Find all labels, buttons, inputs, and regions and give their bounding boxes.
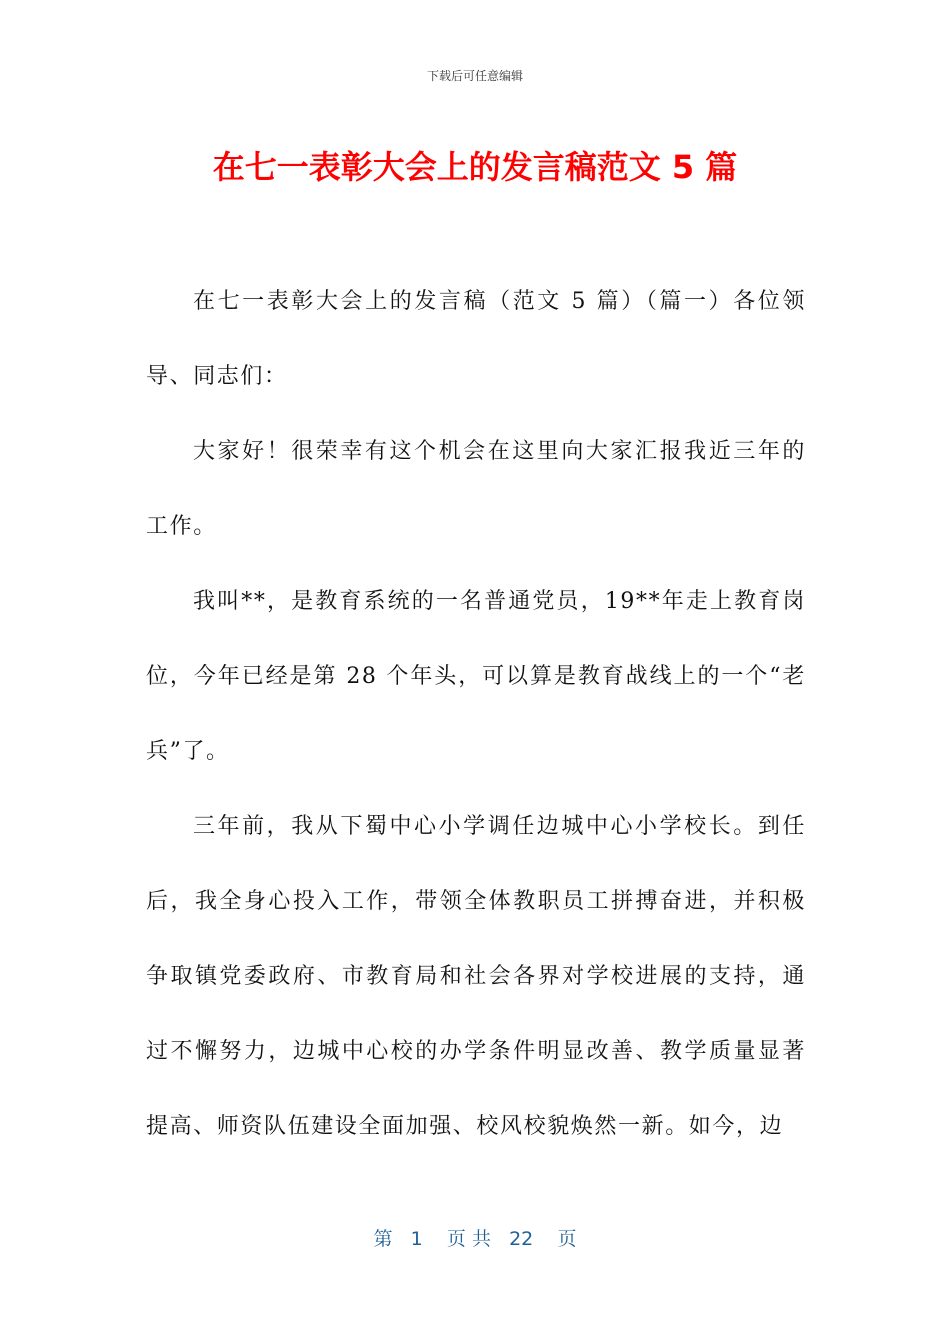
- page-prefix: 第: [373, 1228, 393, 1250]
- page-suffix: 页: [557, 1228, 577, 1250]
- page-total: 22: [509, 1228, 534, 1250]
- document-title: 在七一表彰大会上的发言稿范文 5 篇: [212, 148, 738, 186]
- paragraph: 我叫**，是教育系统的一名普通党员，19**年走上教育岗位，今年已经是第 28 个年头，可以算是教育战线上的一个“老兵”了。: [146, 589, 806, 764]
- page-current: 1: [410, 1228, 423, 1250]
- page-footer: [0, 1224, 950, 1251]
- paragraph: 大家好！很荣幸有这个机会在这里向大家汇报我近三年的工作。: [146, 439, 806, 539]
- page-middle: 页 共: [446, 1228, 491, 1250]
- document-body: [146, 264, 806, 1164]
- paragraph: 在七一表彰大会上的发言稿（范文 5 篇）（篇一）各位领导、同志们：: [146, 289, 806, 389]
- header-note: 下载后可任意编辑: [426, 69, 523, 83]
- paragraph: 三年前，我从下蜀中心小学调任边城中心小学校长。到任后，我全身心投入工作，带领全体教职员工拼搏奋进，并积极争取镇党委政府、市教育局和社会各界对学校进展的支持，通过不懈努力，边城中心校的办学条件明显改善、教学质量显著提高、师资队伍建设全面加强、校风校貌焕然一新。如今，边: [146, 814, 806, 1139]
